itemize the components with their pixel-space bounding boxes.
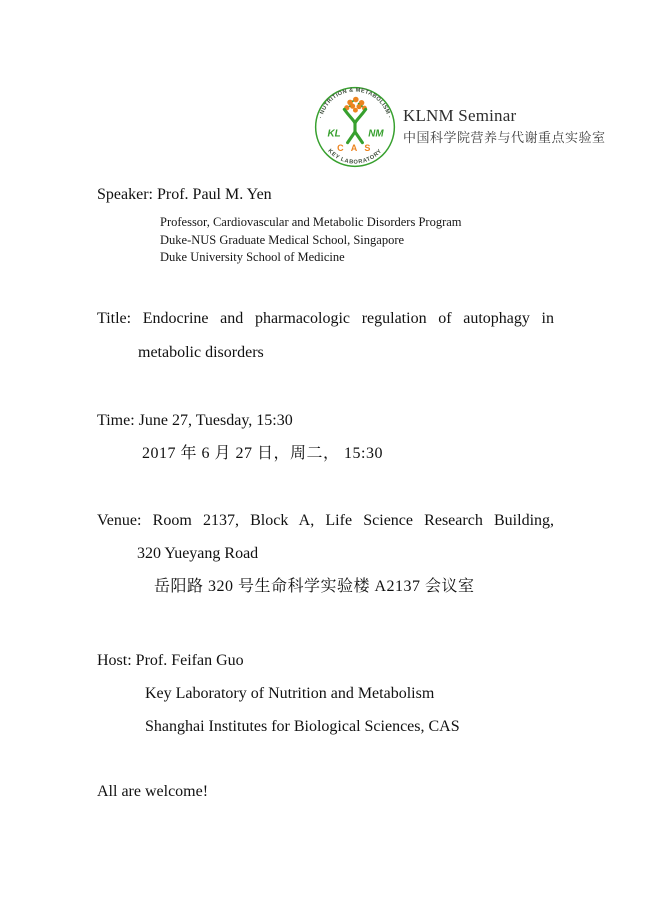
venue-section	[97, 504, 554, 603]
logo-cas-text: C A S	[337, 142, 373, 153]
logo-nm-text: NM	[368, 128, 384, 140]
speaker-affiliation-line: Professor, Cardiovascular and Metabolic Disorders Program	[160, 215, 462, 229]
talk-title-line1: Endocrine and pharmacologic regulation of autophagy in	[142, 310, 554, 327]
venue-row	[97, 504, 554, 537]
klnm-lab-logo	[314, 86, 396, 168]
talk-title-section	[97, 302, 554, 370]
seminar-series-title: KLNM Seminar	[403, 106, 517, 125]
venue-line2: 320 Yueyang Road	[137, 545, 259, 562]
venue-chinese: 岳阳路 320 号生命科学实验楼 A2137 会议室	[154, 578, 475, 595]
host-section	[97, 644, 554, 743]
closing-message: All are welcome!	[97, 783, 209, 800]
venue-line1: Room 2137, Block A, Life Science Research Building,	[152, 512, 555, 529]
time-label: Time:	[97, 412, 135, 429]
logo-kl-text: KL	[327, 128, 341, 140]
host-affiliation-line: Shanghai Institutes for Biological Sciences, CAS	[145, 718, 460, 735]
speaker-name: Prof. Paul M. Yen	[156, 186, 272, 203]
logo-ring-top-text: · NUTRITION & METABOLISM ·	[318, 87, 392, 120]
header-text	[403, 86, 606, 146]
klnm-logo-icon	[314, 86, 396, 168]
host-name: Prof. Feifan Guo	[135, 652, 244, 669]
header	[314, 86, 606, 168]
speaker-affiliation-line: Duke University School of Medicine	[160, 250, 345, 264]
talk-title-line1-row	[97, 302, 554, 336]
speaker-label: Speaker:	[97, 186, 153, 203]
talk-title-line2: metabolic disorders	[138, 344, 264, 361]
logo-ring-bottom-text: KEY LABORATORY	[326, 148, 384, 166]
host-label: Host:	[97, 652, 132, 669]
host-row	[97, 644, 554, 677]
speaker-affiliations	[160, 214, 560, 267]
venue-label: Venue:	[97, 512, 142, 529]
speaker-affiliation-line: Duke-NUS Graduate Medical School, Singapore	[160, 232, 405, 247]
time-english: June 27, Tuesday, 15:30	[138, 412, 293, 429]
time-row	[97, 404, 554, 437]
lab-name-chinese: 中国科学院营养与代谢重点实验室	[403, 130, 606, 145]
time-chinese: 2017 年 6 月 27 日，周二， 15:30	[142, 445, 383, 462]
time-section	[97, 404, 554, 470]
title-label: Title:	[97, 310, 132, 327]
host-affiliation-line: Key Laboratory of Nutrition and Metabolism	[145, 685, 435, 702]
speaker-section	[97, 184, 554, 206]
